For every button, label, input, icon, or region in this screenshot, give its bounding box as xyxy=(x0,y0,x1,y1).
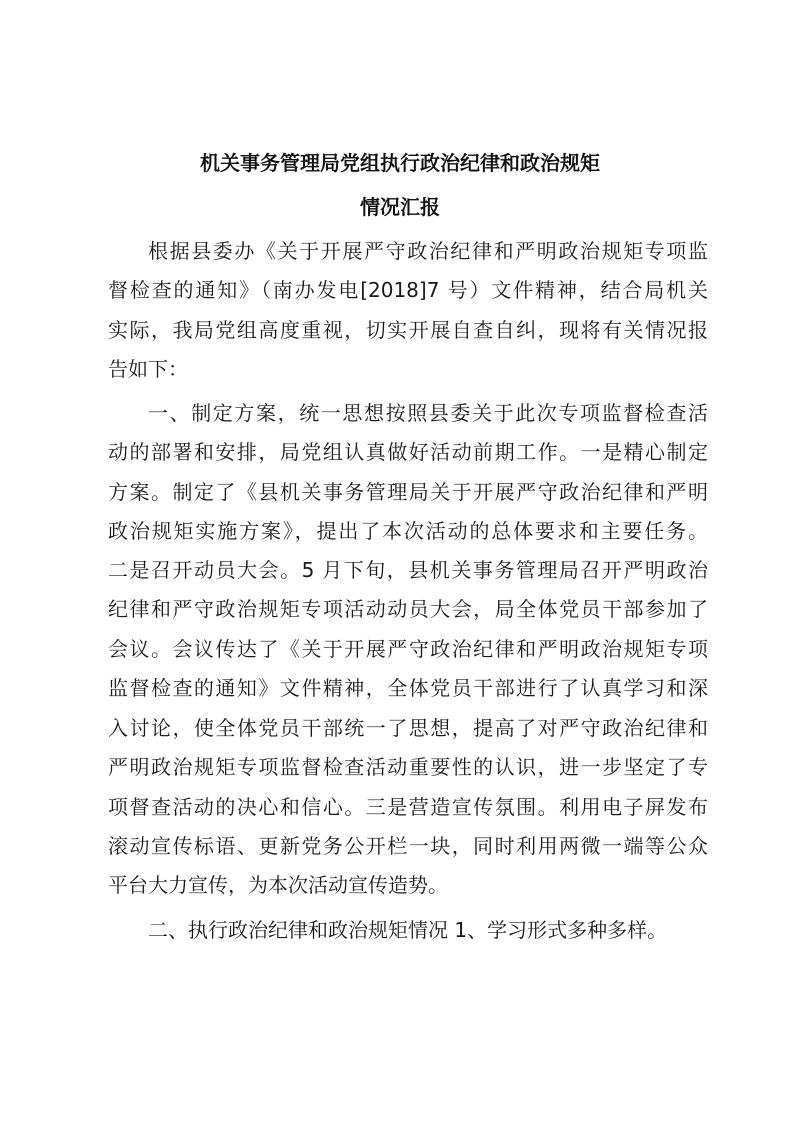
paragraph-line: 方案。制定了《县机关事务管理局关于开展严守政治纪律和严明 xyxy=(108,480,708,504)
paragraph-line: 告如下： xyxy=(108,357,188,381)
paragraph-line: 根据县委办《关于开展严守政治纪律和严明政治规矩专项监 xyxy=(148,239,708,263)
paragraph-line: 滚动宣传标语、更新党务公开栏一块，同时利用两微一端等公众 xyxy=(108,834,708,858)
paragraph-line: 项督查活动的决心和信心。三是营造宣传氛围。利用电子屏发布 xyxy=(108,795,708,819)
paragraph-line: 会议。会议传达了《关于开展严守政治纪律和严明政治规矩专项 xyxy=(108,637,708,661)
paragraph-line: 动的部署和安排，局党组认真做好活动前期工作。一是精心制定 xyxy=(108,440,708,464)
paragraph-line: 一、制定方案，统一思想按照县委关于此次专项监督检查活 xyxy=(148,401,708,425)
paragraph-line: 督检查的通知》（南办发电[2018]7 号）文件精神，结合局机关 xyxy=(108,278,708,302)
paragraph-line: 入讨论，使全体党员干部统一了思想，提高了对严守政治纪律和 xyxy=(108,716,708,740)
paragraph-line: 二是召开动员大会。5 月下旬，县机关事务管理局召开严明政治 xyxy=(108,558,708,582)
document-title-line-2: 情况汇报 xyxy=(360,195,440,219)
paragraph-line: 纪律和严守政治规矩专项活动动员大会，局全体党员干部参加了 xyxy=(108,597,708,621)
paragraph-line: 严明政治规矩专项监督检查活动重要性的认识，进一步坚定了专 xyxy=(108,755,708,779)
paragraph-line: 二、执行政治纪律和政治规矩情况 1、学习形式多种多样。 xyxy=(148,918,668,942)
paragraph-line: 平台大力宣传，为本次活动宣传造势。 xyxy=(108,873,448,897)
paragraph-line: 实际，我局党组高度重视，切实开展自查自纠，现将有关情况报 xyxy=(108,318,708,342)
paragraph-line: 监督检查的通知》文件精神，全体党员干部进行了认真学习和深 xyxy=(108,676,708,700)
paragraph-line: 政治规矩实施方案》，提出了本次活动的总体要求和主要任务。 xyxy=(108,519,708,543)
document-title-line-1: 机关事务管理局党组执行政治纪律和政治规矩 xyxy=(200,151,600,175)
